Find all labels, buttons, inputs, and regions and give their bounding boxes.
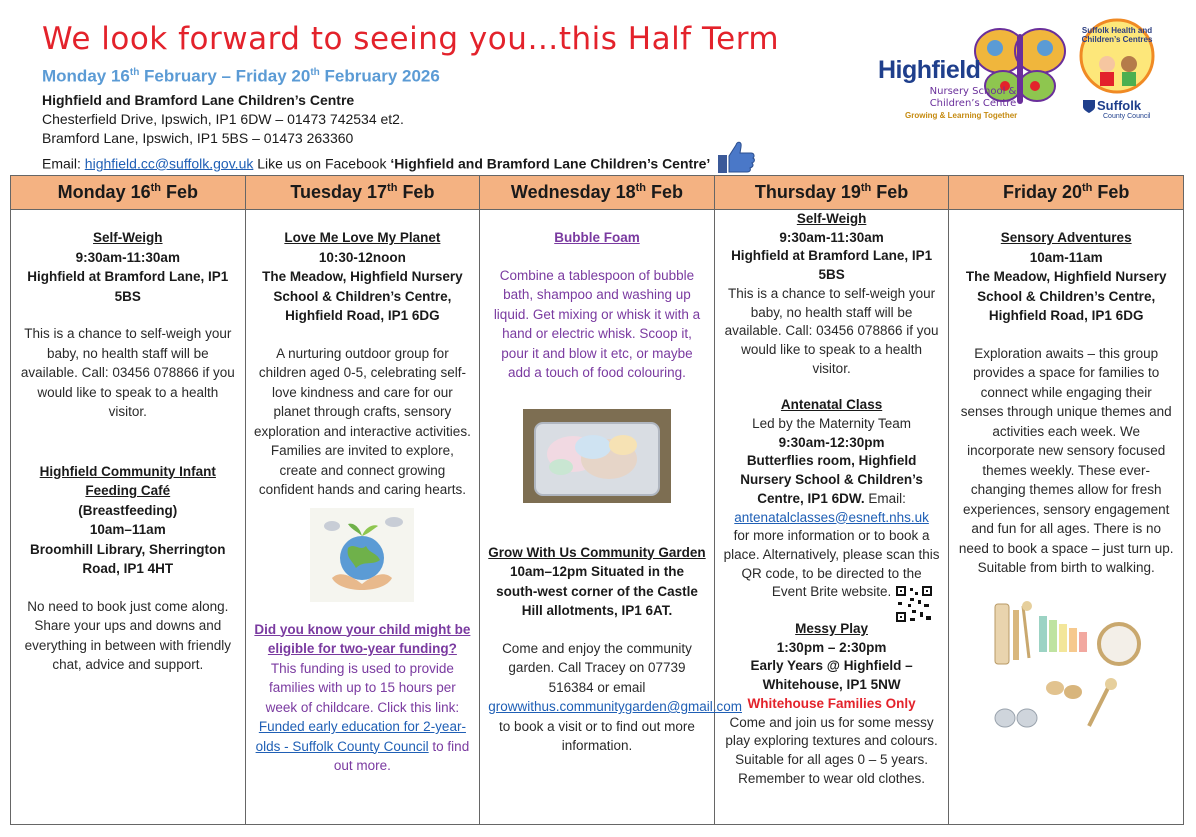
day-header-monday (11, 176, 246, 210)
suffolk-wordmark: Suffolk (1097, 98, 1142, 113)
event-time: 10am-11am (1029, 249, 1103, 265)
day-rest: Feb (161, 182, 199, 202)
day-rest: Feb (646, 182, 684, 202)
event-description: No need to book just come along. Share your ups and downs and everything in between with friendly chat, advice and support. (24, 598, 231, 672)
event-description: Combine a tablespoon of bubble bath, shampoo and washing up liquid. Get mixing or whisk it with a hand or electric whisk. Scoop it, pour it and blow it etc, or maybe add a touch of food colouring. (493, 267, 701, 380)
facebook-prefix: Like us on Facebook (253, 155, 391, 172)
suffolk-county-council: County Council (1103, 113, 1151, 120)
event-location: The Meadow, Highfield Nursery School & Children’s Centre, Highfield Road, IP1 6DG (262, 269, 463, 323)
event-title: Messy Play (795, 621, 868, 637)
event-location: Early Years @ Highfield – Whitehouse, IP1 5NW (750, 658, 913, 693)
event-description: Come and join us for some messy play exploring textures and colours. Suitable for all ages 0 – 5 years. Remember to wear old clothes. (725, 714, 938, 786)
term-dates (42, 62, 842, 88)
day-sup: th (635, 182, 647, 194)
event-location: Highfield at Bramford Lane, IP1 5BS (27, 269, 229, 304)
centre-name: Highfield and Bramford Lane Children’s Centre (42, 91, 355, 108)
highfield-subtitle: Nursery School & Children’s Centre (929, 86, 1017, 109)
event-location: Broomhill Library, Sherrington Road, IP1 4HT (30, 541, 226, 576)
facebook-name: ‘Highfield and Bramford Lane Children’s Centre’ (390, 155, 711, 172)
event-led-by: Led by the Maternity Team (752, 416, 911, 432)
event-time: 10:30-12noon (318, 249, 406, 265)
suffolk-crest-icon (1081, 98, 1097, 114)
facebook-like-icon[interactable] (716, 139, 756, 181)
event-time: 9:30am-11:30am (779, 229, 884, 245)
day-name: Friday 20 (1002, 182, 1082, 202)
email-label: Email: (864, 490, 906, 506)
day-sup: th (1082, 182, 1093, 194)
event-title: Highfield Community Infant Feeding Café (39, 463, 216, 498)
dates-end: February 2026 (319, 66, 440, 86)
day-rest: Feb (397, 182, 435, 202)
thursday-column (714, 210, 949, 825)
events-row (11, 210, 1184, 825)
friday-column (949, 210, 1184, 825)
day-header-row (11, 176, 1184, 210)
event-location: The Meadow, Highfield Nursery School & Children’s Centre, Highfield Road, IP1 6DG (965, 269, 1167, 323)
day-name: Thursday 19 (754, 182, 861, 202)
suffolk-health-text: Suffolk Health and Children’s Centres (1081, 26, 1153, 44)
dates-start: Monday 16 (42, 66, 130, 86)
dates-middle: February – Friday 20 (139, 66, 311, 86)
event-time: 9:30am-12:30pm (778, 434, 885, 450)
garden-email-block (488, 697, 742, 756)
garden-after: to book a visit or to find out more information. (499, 718, 695, 753)
day-sup: th (860, 182, 872, 194)
day-header-friday (949, 176, 1184, 210)
event-title: Self-Weigh (93, 230, 163, 245)
event-time-location: 10am–12pm Situated in the south-west corner of the Castle Hill allotments, IP1 6AT. (496, 564, 698, 618)
day-name: Wednesday 18 (510, 182, 636, 202)
event-description: This is a chance to self-weigh your baby, no health staff will be available. Call: 03456 078866 if you would like to speak to a health visitor. (20, 326, 235, 419)
event-title: Sensory Adventures (1000, 230, 1132, 245)
event-title: Bubble Foam (554, 230, 640, 245)
event-description: This funding is used to provide families with up to 15 hours per week of childcare. Click this link: (265, 660, 460, 715)
funding-after: to find out more. (333, 738, 470, 773)
suffolk-logo (1077, 16, 1157, 124)
event-location: Butterflies room, Highfield Nursery School & Children’s Centre, IP1 6DW. (740, 453, 923, 506)
funding-link[interactable]: Funded early education for 2-year-olds - Suffolk County Council (255, 719, 466, 754)
day-sup: th (387, 182, 398, 194)
highfield-tagline: Growing & Learning Together (905, 111, 1018, 120)
garden-email-link[interactable]: growwithus.communitygarden@gmail.com (488, 699, 742, 714)
day-rest: Feb (871, 182, 909, 202)
wednesday-column (480, 210, 742, 825)
event-description: Exploration awaits – this group provides a space for families to connect while engaging their senses through unique themes and activities each week. We incorporate new sensory focused themes weekly. These ever-changing themes allow for fresh experiences, sensory engagement and fun for all ages. There is no need to book a space – just turn up. Suitable from birth to walking. (958, 345, 1174, 575)
event-description: This is a chance to self-weigh your baby, no health staff will be available. Call: 03456 078866 if you would like to speak to a health visitor. (724, 285, 939, 376)
day-rest: Feb (1092, 182, 1130, 202)
event-description: Come and enjoy the community garden. Call Tracey on 07739 516384 or email (502, 640, 692, 695)
funding-link-block (254, 717, 472, 776)
antenatal-email-link[interactable]: antenatalclasses@esneft.nhs.uk (734, 509, 929, 525)
bubble-foam-image (523, 409, 671, 503)
event-time: 1:30pm – 2:30pm (776, 639, 887, 655)
page-title: We look forward to seeing you…this Half Term (42, 21, 780, 57)
day-name: Monday 16 (57, 182, 151, 202)
musical-instruments-image (991, 596, 1141, 736)
event-subtitle: (Breastfeeding) (78, 502, 178, 518)
event-title: Did you know your child might be eligible for two-year funding? (254, 621, 471, 656)
qr-block (723, 527, 941, 602)
highfield-logo (875, 16, 1067, 124)
event-location: Highfield at Bramford Lane, IP1 5BS (731, 248, 933, 283)
event-time: 10am–11am (89, 522, 166, 537)
address-chesterfield: Chesterfield Drive, Ipswich, IP1 6DW – 01473 742534 et2. (42, 110, 404, 127)
event-title: Antenatal Class (780, 397, 883, 413)
families-only-notice: Whitehouse Families Only (747, 695, 916, 711)
monday-column (11, 210, 246, 825)
dates-end-sup: th (310, 67, 320, 78)
event-title: Love Me Love My Planet (284, 230, 441, 245)
highfield-wordmark: Highfield (878, 56, 981, 84)
dates-start-sup: th (129, 67, 140, 78)
day-header-wednesday (480, 176, 715, 210)
email-link[interactable]: highfield.cc@suffolk.gov.uk (84, 155, 254, 172)
planet-hands-image (310, 508, 414, 602)
event-description: for more information or to book a place. Alternatively, please scan this QR code, to be directed to the Event Brite website. (723, 528, 940, 600)
day-header-thursday (714, 176, 949, 210)
page-header (42, 18, 842, 180)
qr-code-icon[interactable] (894, 584, 934, 624)
email-prefix: Email: (42, 155, 85, 172)
day-header-tuesday (245, 176, 480, 210)
event-location-email (723, 452, 941, 508)
event-time: 9:30am-11:30am (75, 249, 180, 265)
event-description: A nurturing outdoor group for children aged 0-5, celebrating self-love kindness and care for our planet through crafts, sensory exploration and interactive activities. Families are invited to explore, create and connect growing confident hands and caring hearts. (253, 345, 471, 497)
day-sup: th (150, 182, 161, 194)
event-title: Self-Weigh (796, 211, 867, 226)
tuesday-column (245, 210, 480, 825)
timetable (10, 175, 1184, 825)
event-title: Grow With Us Community Garden (488, 544, 706, 560)
address-bramford: Bramford Lane, Ipswich, IP1 5BS – 01473 263360 (42, 130, 354, 147)
day-name: Tuesday 17 (290, 182, 388, 202)
